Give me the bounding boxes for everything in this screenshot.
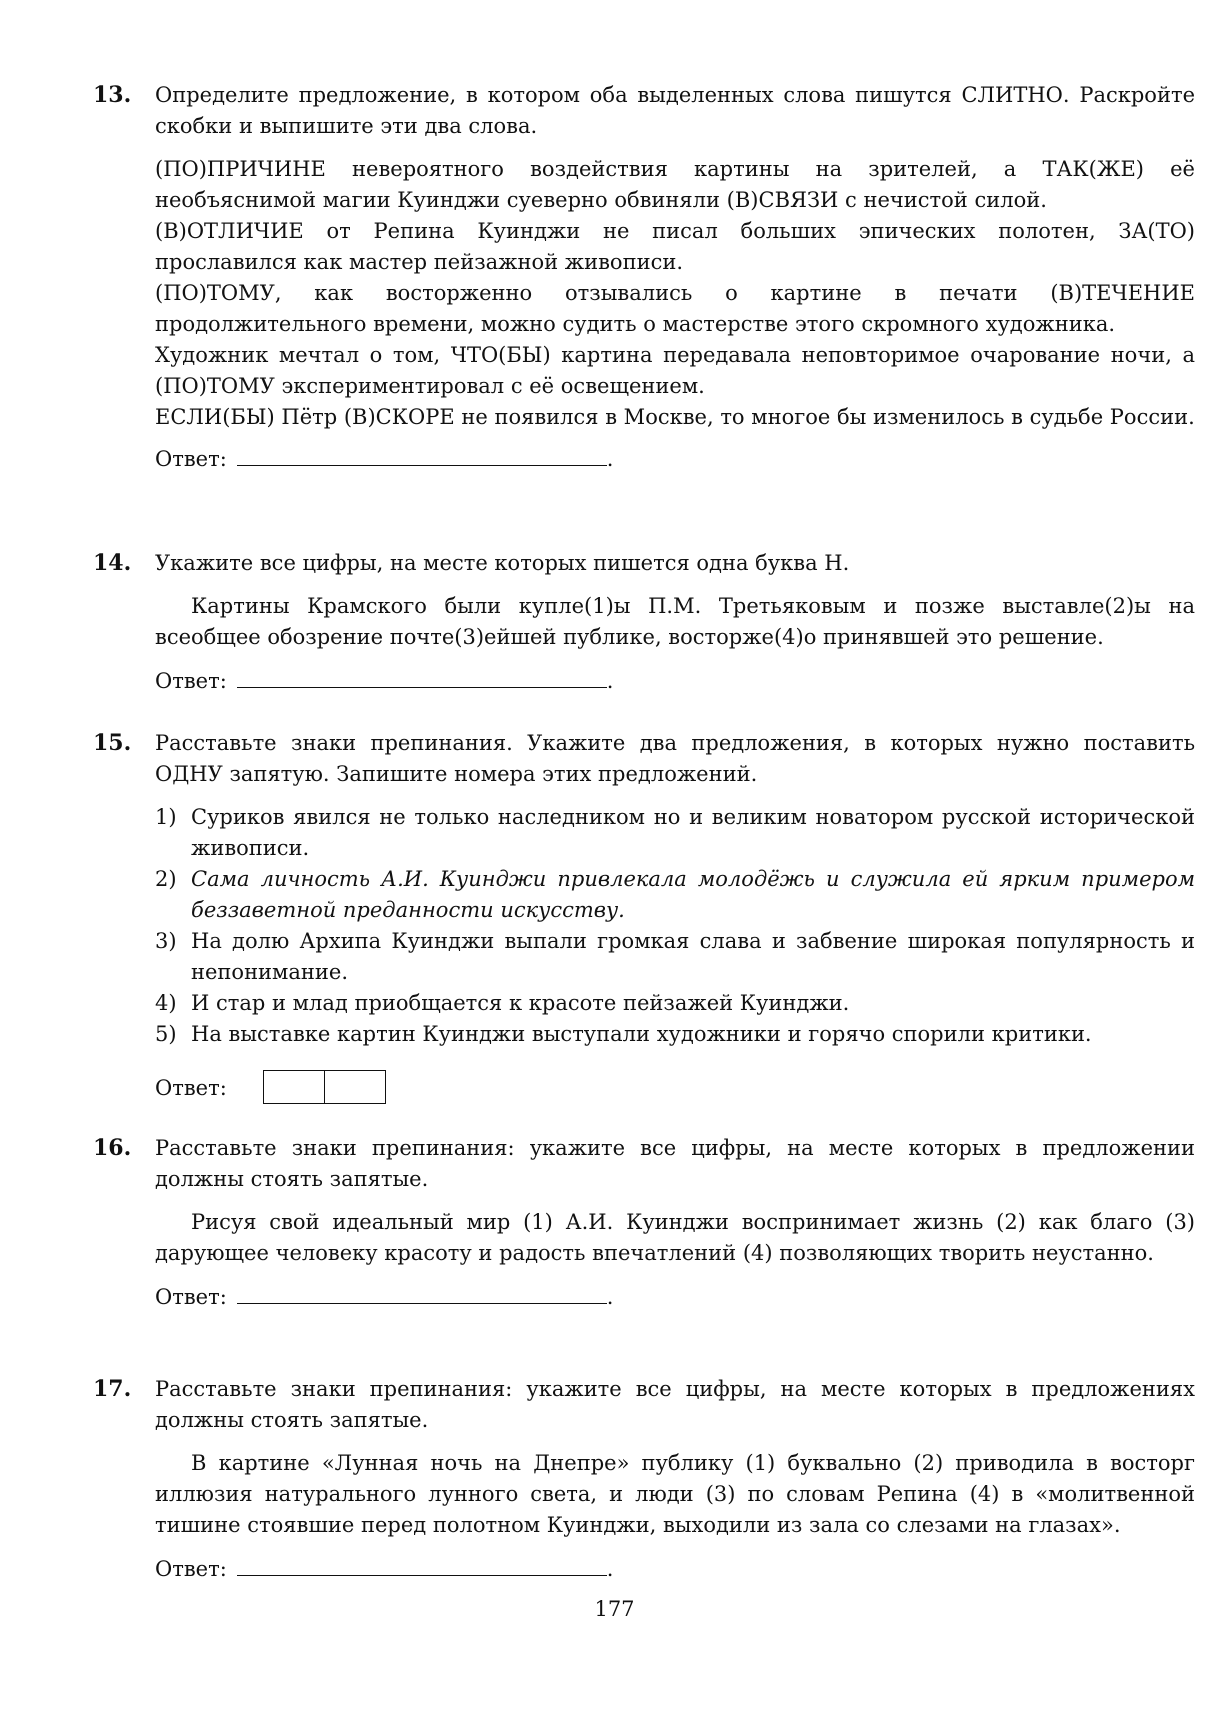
answer-field[interactable] <box>237 665 607 688</box>
option-number: 2) <box>155 867 177 891</box>
page-number: 177 <box>594 1597 635 1621</box>
answer-box[interactable] <box>264 1071 324 1103</box>
sentence: ЕСЛИ(БЫ) Пётр (В)СКОРЕ не появился в Москве, то многое бы изменилось в судьбе России. <box>155 405 1195 429</box>
task-number: 15. <box>93 730 132 756</box>
answer-row: Ответ: . <box>155 1553 1195 1585</box>
task-prompt: Расставьте знаки препинания: укажите все цифры, на месте которых в предложениях должны стоять запятые. <box>155 1377 1195 1432</box>
option-3 <box>155 926 1195 988</box>
option-text: Сама личность А.И. Куинджи привлекала молодёжь и служила ей ярким примером беззаветной преданности искусству. <box>191 867 1195 922</box>
task-prompt: Укажите все цифры, на месте которых пишется одна буква Н. <box>155 551 850 575</box>
answer-row: Ответ: . <box>155 665 1195 697</box>
answer-row <box>155 1062 1195 1104</box>
answer-label: Ответ: <box>155 1285 227 1309</box>
option-number: 5) <box>155 1022 177 1046</box>
task-text: В картине «Лунная ночь на Днепре» публику (1) буквально (2) приводила в восторг иллюзия натурального лунного света, и люди (3) по словам Репина (4) в «молитвенной тишине стоявшие перед полотном Куинджи, выходили из зала со слезами на глазах». <box>155 1451 1195 1537</box>
task-prompt: Определите предложение, в котором оба выделенных слова пишутся СЛИТНО. Раскройте скобки и выпишите эти два слова. <box>155 83 1195 138</box>
task-number: 16. <box>93 1135 132 1161</box>
option-number: 1) <box>155 805 177 829</box>
task-prompt: Расставьте знаки препинания: укажите все цифры, на месте которых в предложении должны стоять запятые. <box>155 1136 1195 1191</box>
option-number: 4) <box>155 991 177 1015</box>
task-prompt: Расставьте знаки препинания. Укажите два предложения, в которых нужно поставить ОДНУ запятую. Запишите номера этих предложений. <box>155 731 1195 786</box>
answer-row: Ответ: . <box>155 443 1195 475</box>
answer-boxes <box>263 1070 386 1104</box>
answer-field[interactable] <box>237 443 607 466</box>
answer-box[interactable] <box>324 1071 385 1103</box>
answer-label: Ответ: <box>155 1557 227 1581</box>
option-2 <box>155 864 1195 926</box>
task-number: 14. <box>93 550 132 576</box>
task-text: Рисуя свой идеальный мир (1) А.И. Куинджи воспринимает жизнь (2) как благо (3) дарующее человеку красоту и радость впечатлений (4) позволяющих творить неустанно. <box>155 1210 1195 1265</box>
answer-label: Ответ: <box>155 669 227 693</box>
task-number: 13. <box>93 82 132 108</box>
sentence: Художник мечтал о том, ЧТО(БЫ) картина передавала неповторимое очарование ночи, а (ПО)ТОМУ экспериментировал с её освещением. <box>155 343 1195 398</box>
task-text: Картины Крамского были купле(1)ы П.М. Третьяковым и позже выставле(2)ы на всеобщее обозрение почте(3)ейшей публике, восторже(4)о принявшей это решение. <box>155 594 1195 649</box>
option-4 <box>155 988 1195 1019</box>
option-1 <box>155 802 1195 864</box>
option-number: 3) <box>155 929 177 953</box>
answer-label: Ответ: <box>155 447 227 471</box>
task-number: 17. <box>93 1376 132 1402</box>
sentence: (ПО)ПРИЧИНЕ невероятного воздействия картины на зрителей, а ТАК(ЖЕ) её необъяснимой магии Куинджи суеверно обвиняли (В)СВЯЗИ с нечистой силой. <box>155 157 1195 212</box>
answer-label: Ответ: <box>155 1076 227 1100</box>
option-5 <box>155 1019 1195 1050</box>
option-text: Суриков явился не только наследником но и великим новатором русской исторической живописи. <box>191 805 1195 860</box>
answer-field[interactable] <box>237 1553 607 1576</box>
option-text: И стар и млад приобщается к красоте пейзажей Куинджи. <box>191 991 850 1015</box>
option-text: На выставке картин Куинджи выступали художники и горячо спорили критики. <box>191 1022 1092 1046</box>
answer-field[interactable] <box>237 1281 607 1304</box>
answer-row: Ответ: . <box>155 1281 1195 1313</box>
sentence: (В)ОТЛИЧИЕ от Репина Куинджи не писал больших эпических полотен, ЗА(ТО) прославился как мастер пейзажной живописи. <box>155 219 1195 274</box>
option-text: На долю Архипа Куинджи выпали громкая слава и забвение широкая популярность и непонимание. <box>191 929 1195 984</box>
sentence: (ПО)ТОМУ, как восторженно отзывались о картине в печати (В)ТЕЧЕНИЕ продолжительного времени, можно судить о мастерстве этого скромного художника. <box>155 281 1195 336</box>
